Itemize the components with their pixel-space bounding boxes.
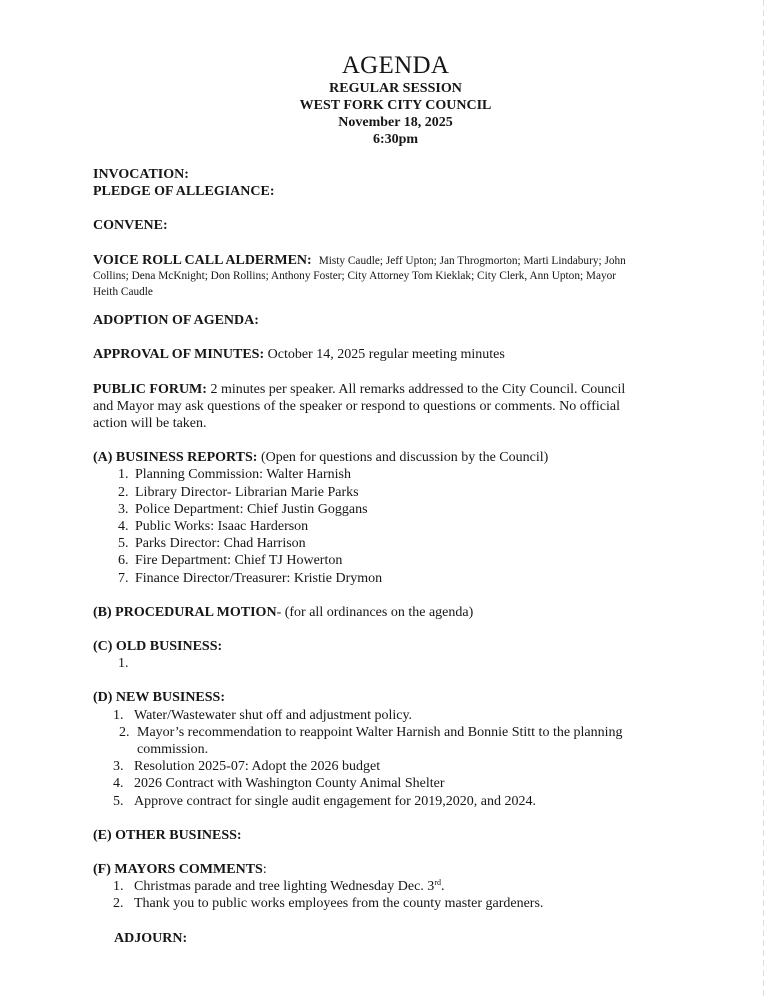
roll-call-names-3: Heith Caudle: [93, 285, 153, 298]
adjourn-heading: ADJOURN:: [114, 930, 188, 946]
list-item: 2. Mayor’s recommendation to reappoint Walter Harnish and Bonnie Stitt to the planning commission.: [119, 724, 623, 757]
list-item: 1. Water/Wastewater shut off and adjustment policy.: [113, 707, 413, 723]
scan-edge-line: [763, 0, 764, 1000]
list-item: 4. Public Works: Isaac Harderson: [118, 518, 309, 534]
public-forum-text-1: 2 minutes per speaker. All remarks addressed to the City Council. Council: [210, 381, 626, 397]
public-forum-section: [93, 381, 733, 433]
roll-call-names-2: Collins; Dena McKnight; Don Rollins; Anthony Foster; City Attorney Tom Kieklak; City Clerk, Ann Upton; Mayor: [93, 270, 617, 283]
list-item: 2. Thank you to public works employees from the county master gardeners.: [113, 896, 544, 912]
list-item: 3. Resolution 2025-07: Adopt the 2026 budget: [113, 759, 381, 775]
procedural-motion-heading: (B) PROCEDURAL MOTION: [93, 604, 277, 620]
adoption-heading: ADOPTION OF AGENDA:: [93, 313, 259, 329]
old-business-heading: (C) OLD BUSINESS:: [93, 638, 223, 654]
list-item: 1. Planning Commission: Walter Harnish: [118, 467, 351, 483]
business-reports-heading: (A) BUSINESS REPORTS:: [93, 450, 258, 466]
new-business-heading: (D) NEW BUSINESS:: [93, 690, 225, 706]
council-name: WEST FORK CITY COUNCIL: [299, 98, 492, 113]
new-business-section: [93, 689, 733, 809]
minutes-text: October 14, 2025 regular meeting minutes: [267, 347, 505, 363]
session-type: REGULAR SESSION: [329, 81, 462, 96]
list-item: 1.: [118, 656, 129, 672]
minutes-heading: APPROVAL OF MINUTES:: [93, 347, 265, 363]
list-item: 6. Fire Department: Chief TJ Howerton: [118, 553, 343, 569]
business-reports-list: [93, 466, 733, 586]
business-reports-note: (Open for questions and discussion by the Council): [260, 450, 549, 466]
convene-heading: CONVENE:: [93, 218, 168, 234]
meeting-time: 6:30pm: [372, 132, 419, 147]
procedural-motion-text: - (for all ordinances on the agenda): [276, 604, 474, 620]
list-item: 1. Christmas parade and tree lighting Wednesday Dec. 3rd.: [113, 878, 445, 895]
public-forum-text-2: and Mayor may ask questions of the speaker or respond to questions or comments. No official: [93, 398, 620, 414]
mayors-comments-list: [93, 878, 733, 912]
meeting-date: November 18, 2025: [338, 115, 453, 130]
old-business-section: [93, 638, 733, 672]
new-business-list: [93, 707, 733, 810]
page-title: AGENDA: [341, 52, 450, 79]
list-item: 5. Parks Director: Chad Harrison: [118, 536, 306, 552]
public-forum-heading: PUBLIC FORUM:: [93, 381, 207, 397]
procedural-motion-section: [93, 604, 733, 621]
roll-call-section: [93, 252, 733, 301]
list-item: 2. Library Director- Librarian Marie Parks: [118, 484, 359, 500]
mayors-comments-heading: (F) MAYORS COMMENTS: [93, 861, 263, 877]
mayors-comments-section: (F) MAYORS COMMENTS: 1. Christmas parade and tree lighting Wednesday Dec. 3rd. 2. Thank you to public works employees from the county master gardeners.: [93, 861, 733, 913]
list-item: 3. Police Department: Chief Justin Goggans: [118, 501, 368, 517]
invocation-heading: INVOCATION:: [93, 167, 189, 182]
roll-call-names-1: Misty Caudle; Jeff Upton; Jan Throgmorton; Marti Lindabury; John: [318, 254, 626, 267]
list-item: 5. Approve contract for single audit engagement for 2019,2020, and 2024.: [113, 793, 537, 809]
other-business-heading: (E) OTHER BUSINESS:: [93, 827, 242, 843]
minutes-section: [93, 346, 733, 363]
agenda-body: [93, 166, 733, 947]
roll-call-heading: VOICE ROLL CALL ALDERMEN:: [93, 252, 312, 268]
business-reports-section: [93, 449, 733, 587]
pledge-heading: PLEDGE OF ALLEGIANCE:: [93, 184, 275, 200]
public-forum-text-3: action will be taken.: [93, 415, 207, 431]
agenda-header: [0, 52, 775, 148]
list-item: 7. Finance Director/Treasurer: Kristie Drymon: [118, 570, 383, 586]
list-item: 4. 2026 Contract with Washington County Animal Shelter: [113, 776, 445, 792]
old-business-list: [93, 655, 733, 672]
